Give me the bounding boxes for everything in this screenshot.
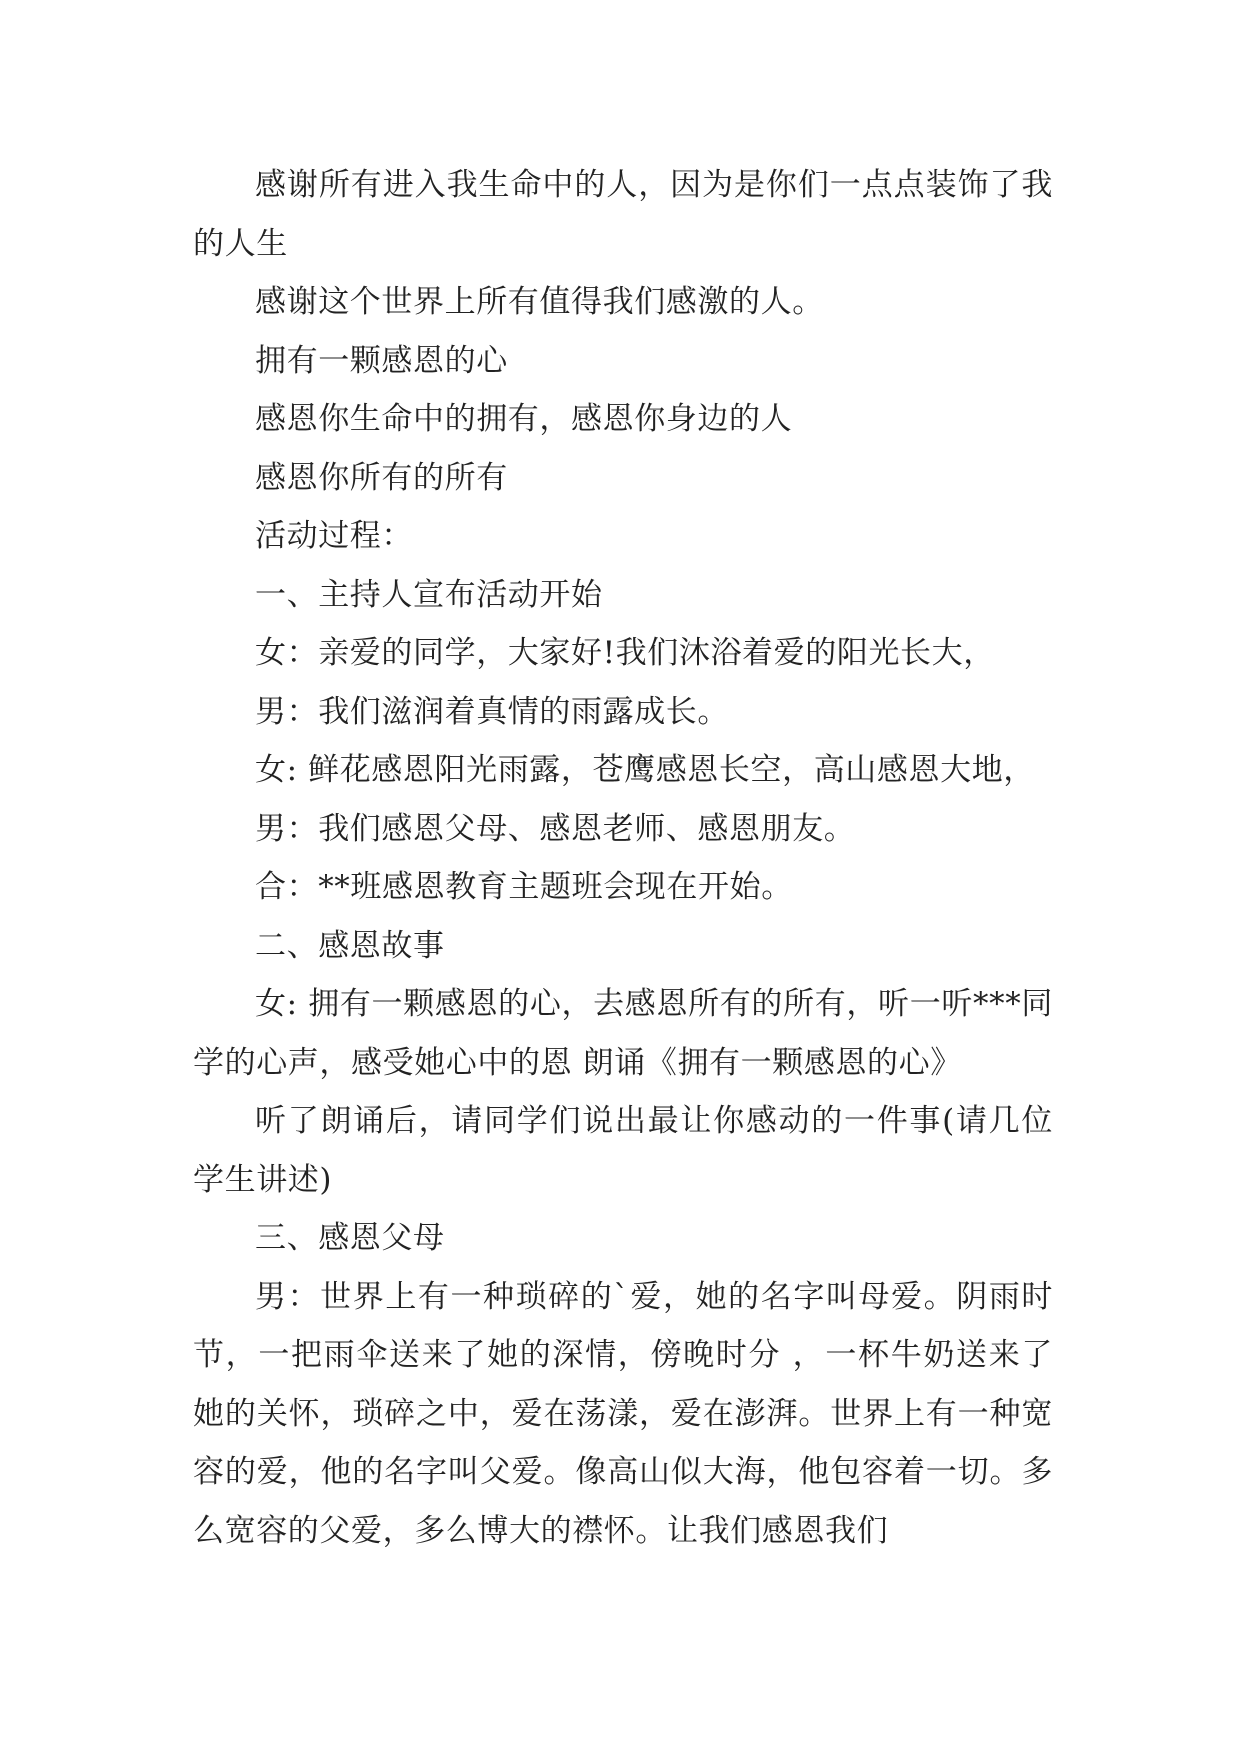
paragraph-thanks-everyone: 感谢所有进入我生命中的人，因为是你们一点点装饰了我的人生 — [193, 167, 1053, 262]
heading-activity-process: 活动过程： — [255, 518, 413, 554]
dialogue-male-1: 男：我们滋润着真情的雨露成长。 — [255, 693, 729, 730]
heading-section-one: 一、主持人宣布活动开始 — [255, 576, 603, 613]
dialogue-together: 合：**班感恩教育主题班会现在开始。 — [255, 869, 793, 905]
dialogue-male-2: 男：我们感恩父母、感恩老师、感恩朋友。 — [255, 810, 856, 847]
paragraph-thanks-world: 感谢这个世界上所有值得我们感激的人。 — [255, 284, 824, 320]
paragraph-grateful-life: 感恩你生命中的拥有，感恩你身边的人 — [255, 401, 793, 437]
document-body — [193, 156, 1053, 1560]
dialogue-female-2: 女: 鲜花感恩阳光雨露，苍鹰感恩长空，高山感恩大地， — [255, 752, 1035, 788]
paragraph-grateful-all: 感恩你所有的所有 — [255, 459, 508, 496]
dialogue-female-1: 女：亲爱的同学，大家好!我们沐浴着爱的阳光长大， — [255, 635, 995, 671]
heading-section-three: 三、感恩父母 — [255, 1220, 445, 1256]
paragraph-grateful-heart: 拥有一颗感恩的心 — [255, 342, 508, 379]
dialogue-male-3: 男：世界上有一种琐碎的`爱，她的名字叫母爱。阴雨时节，一把雨伞送来了她的深情，傍晚时分 ，一杯牛奶送来了她的关怀，琐碎之中，爱在荡漾，爱在澎湃。世界上有一种宽容的爱，他的名字叫父爱。像高山似大海，他包容着一切。多么宽容的父爱，多么博大的襟怀。让我们感恩我们 — [193, 1278, 1053, 1549]
dialogue-female-3: 女: 拥有一颗感恩的心，去感恩所有的所有，听一听***同学的心声，感受她心中的恩 朗诵《拥有一颗感恩的心》 — [193, 986, 1053, 1081]
paragraph-after-recital: 听了朗诵后，请同学们说出最让你感动的一件事(请几位学生讲述) — [193, 1103, 1053, 1198]
heading-section-two: 二、感恩故事 — [255, 927, 445, 964]
